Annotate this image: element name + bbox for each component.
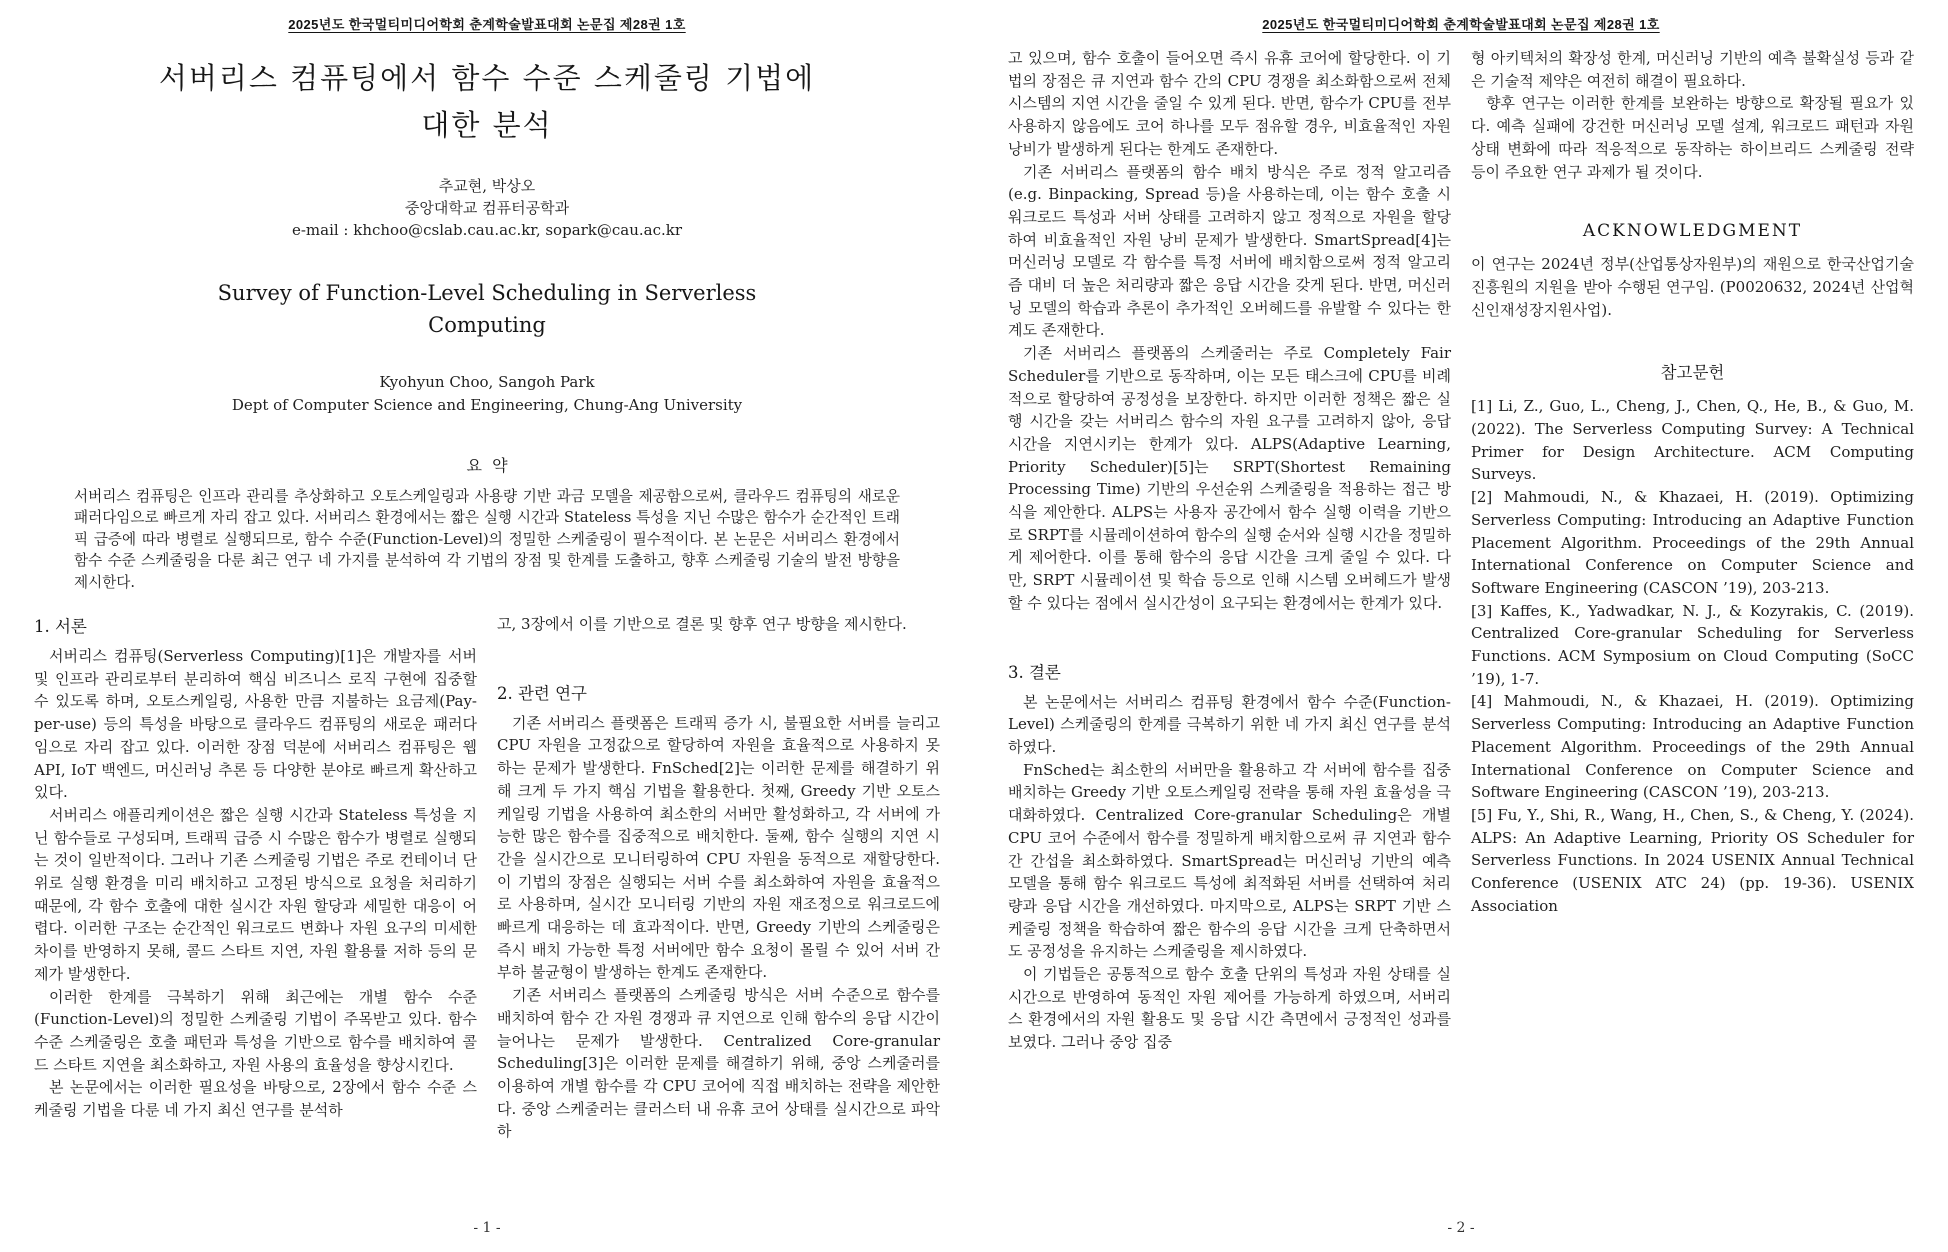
body-paragraph: 본 논문에서는 이러한 필요성을 바탕으로, 2장에서 함수 수준 스케줄링 기법을 다룬 네 가지 최신 연구를 분석하 xyxy=(34,1078,477,1120)
email-line: e-mail : khchoo@cslab.cau.ac.kr, sopark@cau.ac.kr xyxy=(291,221,683,239)
paper-title-english xyxy=(34,277,940,341)
abstract-text: 서버리스 컴퓨팅은 인프라 관리를 추상화하고 오토스케일링과 사용량 기반 과금 모델을 제공함으로써, 클라우드 컴퓨팅의 새로운 패러다임으로 빠르게 자리 잡고 있다. 서버리스 환경에서는 짧은 실행 시간과 Stateless 특성을 지닌 수많은 함수가 순간적인 트래픽 급증에 따라 병렬로 실행되므로, 함수 수준(Function-Level)의 정밀한 스케줄링이 필수적이다. 본 논문은 서버리스 환경에서 함수 수준 스케줄링을 다룬 최근 연구 네 가지를 분석하여 각 기법의 장점 및 한계를 도출하고, 향후 스케줄링 기술의 발전 방향을 제시한다. xyxy=(74,488,900,591)
affiliation-korean: 중앙대학교 컴퓨터공학과 xyxy=(404,199,570,217)
body-paragraph-continuation: 고 있으며, 함수 호출이 들어오면 즉시 유휴 코어에 할당한다. 이 기법의 장점은 큐 지연과 함수 간의 CPU 경쟁을 최소화함으로써 전체 시스템의 지연 시간을 줄일 수 있게 된다. 반면, 함수가 CPU를 전부 사용하지 않음에도 코어 하나를 모두 점유할 경우, 비효율적인 자원 낭비가 발생하게 된다는 한계도 존재한다. xyxy=(1008,49,1451,158)
paper-title-korean-line2: 대한 분석 xyxy=(421,108,553,142)
authors-korean: 추교현, 박상오 xyxy=(438,177,536,195)
body-paragraph: 서버리스 애플리케이션은 짧은 실행 시간과 Stateless 특성을 지닌 함수들로 구성되며, 트래픽 급증 시 수많은 함수가 병렬로 실행되는 것이 일반적이다. 그러나 기존 스케줄링 기법은 주로 컨테이너 단위로 실행 환경을 미리 배치하고 고정된 방식으로 요청을 처리하기 때문에, 각 함수 호출에 대한 실시간 자원 할당과 세밀한 대응이 어렵다. 이러한 구조는 순간적인 워크로드 변화나 자원 요구의 미세한 차이를 반영하지 못해, 콜드 스타트 지연, 자원 활용률 저하 등의 문제가 발생한다. xyxy=(34,805,477,983)
paper-title-english-line2: Computing xyxy=(428,313,546,337)
page-2 xyxy=(974,0,1948,1252)
reference-item: [2] Mahmoudi, N., & Khazaei, H. (2019). Optimizing Serverless Computing: Introducing an Adaptive Function Placement Algorithm. Proceedings of the 29th Annual International Conference on Computer Science and Software Engineering (CASCON ’19), 203-213. xyxy=(1471,488,1914,597)
body-paragraph-continuation: 형 아키텍처의 확장성 한계, 머신러닝 기반의 예측 불확실성 등과 같은 기술적 제약은 여전히 해결이 필요하다. xyxy=(1471,49,1914,90)
page2-right-column xyxy=(1471,47,1914,1054)
page-number: - 2 - xyxy=(1447,1220,1475,1236)
body-paragraph: 서버리스 컴퓨팅(Serverless Computing)[1]은 개발자를 서버 및 인프라 관리로부터 분리하여 핵심 비즈니스 로직 구현에 집중할 수 있도록 하며, 오토스케일링, 사용한 만큼 지불하는 요금제(Pay-per-use) 등의 특성을 바탕으로 클라우드 컴퓨팅의 새로운 패러다임으로 자리 잡고 있다. 이러한 장점 덕분에 서버리스 컴퓨팅은 웹 API, IoT 백엔드, 머신러닝 추론 등 다양한 분야로 빠르게 확산하고 있다. xyxy=(34,647,477,802)
body-paragraph: 향후 연구는 이러한 한계를 보완하는 방향으로 확장될 필요가 있다. 예측 실패에 강건한 머신러닝 모델 설계, 워크로드 패턴과 자원 상태 변화에 따라 적응적으로 동작하는 하이브리드 스케줄링 전략 등이 주요한 연구 과제가 될 것이다. xyxy=(1471,94,1914,181)
acknowledgment-heading: ACKNOWLEDGMENT xyxy=(1582,221,1803,242)
body-paragraph: 기존 서버리스 플랫폼의 스케줄러는 주로 Completely Fair Scheduler를 기반으로 동작하며, 이는 모든 태스크에 CPU를 비례적으로 할당하여 공정성을 보장한다. 하지만 이러한 정책은 짧은 실행 시간을 갖는 서버리스 함수의 자원 요구를 고려하지 않아, 응답 시간을 지연시키는 한계가 있다. ALPS(Adaptive Learning, Priority Scheduler)[5]는 SRPT(Shortest Remaining Processing Time) 기반의 우선순위 스케줄링을 적용하는 접근 방식을 제안한다. ALPS는 사용자 공간에서 함수 실행 이력을 기반으로 SRPT를 시뮬레이션하여 함수의 실행 순서와 실행 시간을 정밀하게 제어한다. 이를 통해 함수의 응답 시간을 크게 줄일 수 있다. 다만, SRPT 시뮬레이션 및 학습 등으로 인해 시스템 오버헤드가 발생할 수 있다는 점에서 실시간성이 요구되는 환경에서는 한계가 있다. xyxy=(1008,344,1451,612)
body-paragraph: 이 기법들은 공통적으로 함수 호출 단위의 특성과 자원 상태를 실시간으로 반영하여 동적인 자원 제어를 가능하게 하였으며, 서버리스 환경에서의 자원 활용도 및 응답 시간 측면에서 긍정적인 성과를 보였다. 그러나 중앙 집중 xyxy=(1008,965,1451,1052)
page2-left-column xyxy=(1008,47,1451,1054)
reference-item: [4] Mahmoudi, N., & Khazaei, H. (2019). Optimizing Serverless Computing: Introducing an Adaptive Function Placement Algorithm. Proceedings of the 29th Annual International Conference on Computer Science and Software Engineering (CASCON ’19), 203-213. xyxy=(1471,692,1914,802)
body-paragraph: 본 논문에서는 서버리스 컴퓨팅 환경에서 함수 수준(Function-Level) 스케줄링의 한계를 극복하기 위한 네 가지 최신 연구를 분석하였다. xyxy=(1008,692,1451,756)
page-number: - 1 - xyxy=(473,1220,501,1236)
affiliation-english: Dept of Computer Science and Engineering, Chung-Ang University xyxy=(231,396,743,414)
page1-right-column xyxy=(497,613,940,1143)
page2-columns xyxy=(1008,47,1914,1054)
paper-title-english-line1: Survey of Function-Level Scheduling in Serverless xyxy=(217,281,757,305)
body-paragraph: 기존 서버리스 플랫폼은 트래픽 증가 시, 불필요한 서버를 늘리고 CPU 자원을 고정값으로 할당하여 자원을 효율적으로 사용하지 못하는 문제가 발생한다. FnSched[2]는 이러한 문제를 해결하기 위해 크게 두 가지 핵심 기법을 활용한다. 첫째, Greedy 기반 오토스케일링 기법을 사용하여 최소한의 서버만 활성화하고, 각 서버에 가능한 많은 함수를 집중적으로 배치한다. 둘째, 함수 실행의 지연 시간을 실시간으로 모니터링하여 CPU 자원을 동적으로 재할당한다. 이 기법의 장점은 실행되는 서버 수를 최소화하여 자원을 효율적으로 사용하며, 실시간 모니터링 기반의 자원 재조정으로 워크로드에 빠르게 대응하는 데 효과적이다. 반면, Greedy 기반의 스케줄링은 즉시 배치 가능한 특정 서버에만 함수 요청이 몰릴 수 있어 서버 간 부하 불균형이 발생하는 한계도 존재한다. xyxy=(497,713,940,982)
paper-title-korean-line1: 서버리스 컴퓨팅에서 함수 수준 스케줄링 기법에 xyxy=(158,61,816,95)
author-block-korean xyxy=(34,175,940,241)
body-paragraph: FnSched는 최소한의 서버만을 활용하고 각 서버에 함수를 집중 배치하는 Greedy 기반 오토스케일링 전략을 통해 자원 효율성을 극대화하였다. Centralized Core-granular Scheduling은 개별 CPU 코어 수준에서 함수를 정밀하게 배치함으로써 큐 지연과 함수 간 간섭을 최소화하였다. SmartSpread는 머신러닝 기반의 예측 모델을 통해 함수 워크로드 특성에 최적화된 서버를 선택하여 처리량과 응답 시간을 개선하였다. 마지막으로, ALPS는 SRPT 기반 스케줄링 정책을 학습하여 짧은 함수의 응답 시간을 크게 단축하면서도 공정성을 유지하는 스케줄링을 제시하였다. xyxy=(1008,760,1451,961)
running-header xyxy=(1008,14,1914,33)
abstract-heading: 요 약 xyxy=(466,456,508,475)
paper-title-korean xyxy=(34,55,940,149)
body-paragraph: 기존 서버리스 플랫폼의 함수 배치 방식은 주로 정적 알고리즘(e.g. Binpacking, Spread 등)을 사용하는데, 이는 함수 호출 시 워크로드 특성과 서버 상태를 고려하지 않고 정적으로 자원을 할당하여 비효율적인 자원 낭비 문제가 발생한다. SmartSpread[4]는 머신러닝 모델로 각 함수를 특정 서버에 배치함으로써 정적 알고리즘 대비 더 높은 처리량과 짧은 응답 시간을 갖게 된다. 반면, 머신러닝 모델의 학습과 추론이 추가적인 오버헤드를 유발할 수 있다는 한계도 존재한다. xyxy=(1008,162,1451,340)
page1-columns xyxy=(34,613,940,1143)
running-header xyxy=(34,14,940,33)
page1-left-column xyxy=(34,613,477,1143)
section-3-heading: 3. 결론 xyxy=(1008,662,1061,682)
body-paragraph: 기존 서버리스 플랫폼의 스케줄링 방식은 서버 수준으로 함수를 배치하여 함수 간 자원 경쟁과 큐 지연으로 인해 함수의 응답 시간이 늘어나는 문제가 발생한다. Centralized Core-granular Scheduling[3]은 이러한 문제를 해결하기 위해, 중앙 스케줄러를 이용하여 개별 함수를 각 CPU 코어에 직접 배치하는 전략을 제안한다. 중앙 스케줄러는 클러스터 내 유휴 코어 상태를 실시간으로 파악하 xyxy=(497,986,940,1141)
section-1-heading: 1. 서론 xyxy=(34,617,87,637)
running-header-text: 2025년도 한국멀티미디어학회 춘계학술발표대회 논문집 제28권 1호 xyxy=(1262,17,1660,32)
running-header-text: 2025년도 한국멀티미디어학회 춘계학술발표대회 논문집 제28권 1호 xyxy=(288,17,686,32)
section-2-heading: 2. 관련 연구 xyxy=(497,683,587,703)
body-paragraph: 이러한 한계를 극복하기 위해 최근에는 개별 함수 수준(Function-Level)의 정밀한 스케줄링 기법이 주목받고 있다. 함수 수준 스케줄링은 호출 패턴과 특성을 기반으로 함수를 배치하여 콜드 스타트 지연을 최소화하고, 자원 사용의 효율성을 향상시킨다. xyxy=(34,987,477,1074)
reference-item: [3] Kaffes, K., Yadwadkar, N. J., & Kozyrakis, C. (2019). Centralized Core-granular Scheduling for Serverless Functions. ACM Symposium on Cloud Computing (SoCC ’19), 1-7. xyxy=(1471,601,1914,688)
reference-item: [1] Li, Z., Guo, L., Cheng, J., Chen, Q., He, B., & Guo, M. (2022). The Serverless Computing Survey: A Technical Primer for Design Architecture. ACM Computing Surveys. xyxy=(1471,397,1914,484)
authors-english: Kyohyun Choo, Sangoh Park xyxy=(379,373,595,391)
author-block-english xyxy=(34,371,940,417)
references-heading: 참고문헌 xyxy=(1660,363,1725,383)
reference-item: [5] Fu, Y., Shi, R., Wang, H., Chen, S., & Cheng, Y. (2024). ALPS: An Adaptive Learning, Priority OS Scheduler for Serverless Functions. In 2024 USENIX Annual Technical Conference (USENIX ATC 24) (pp. 19-36). USENIX Association xyxy=(1471,805,1914,915)
body-paragraph-continuation: 고, 3장에서 이를 기반으로 결론 및 향후 연구 방향을 제시한다. xyxy=(497,615,907,634)
acknowledgment-text: 이 연구는 2024년 정부(산업통상자원부)의 재원으로 한국산업기술진흥원의 지원을 받아 수행된 연구임. (P0020632, 2024년 산업혁신인재성장지원사업). xyxy=(1471,255,1914,319)
